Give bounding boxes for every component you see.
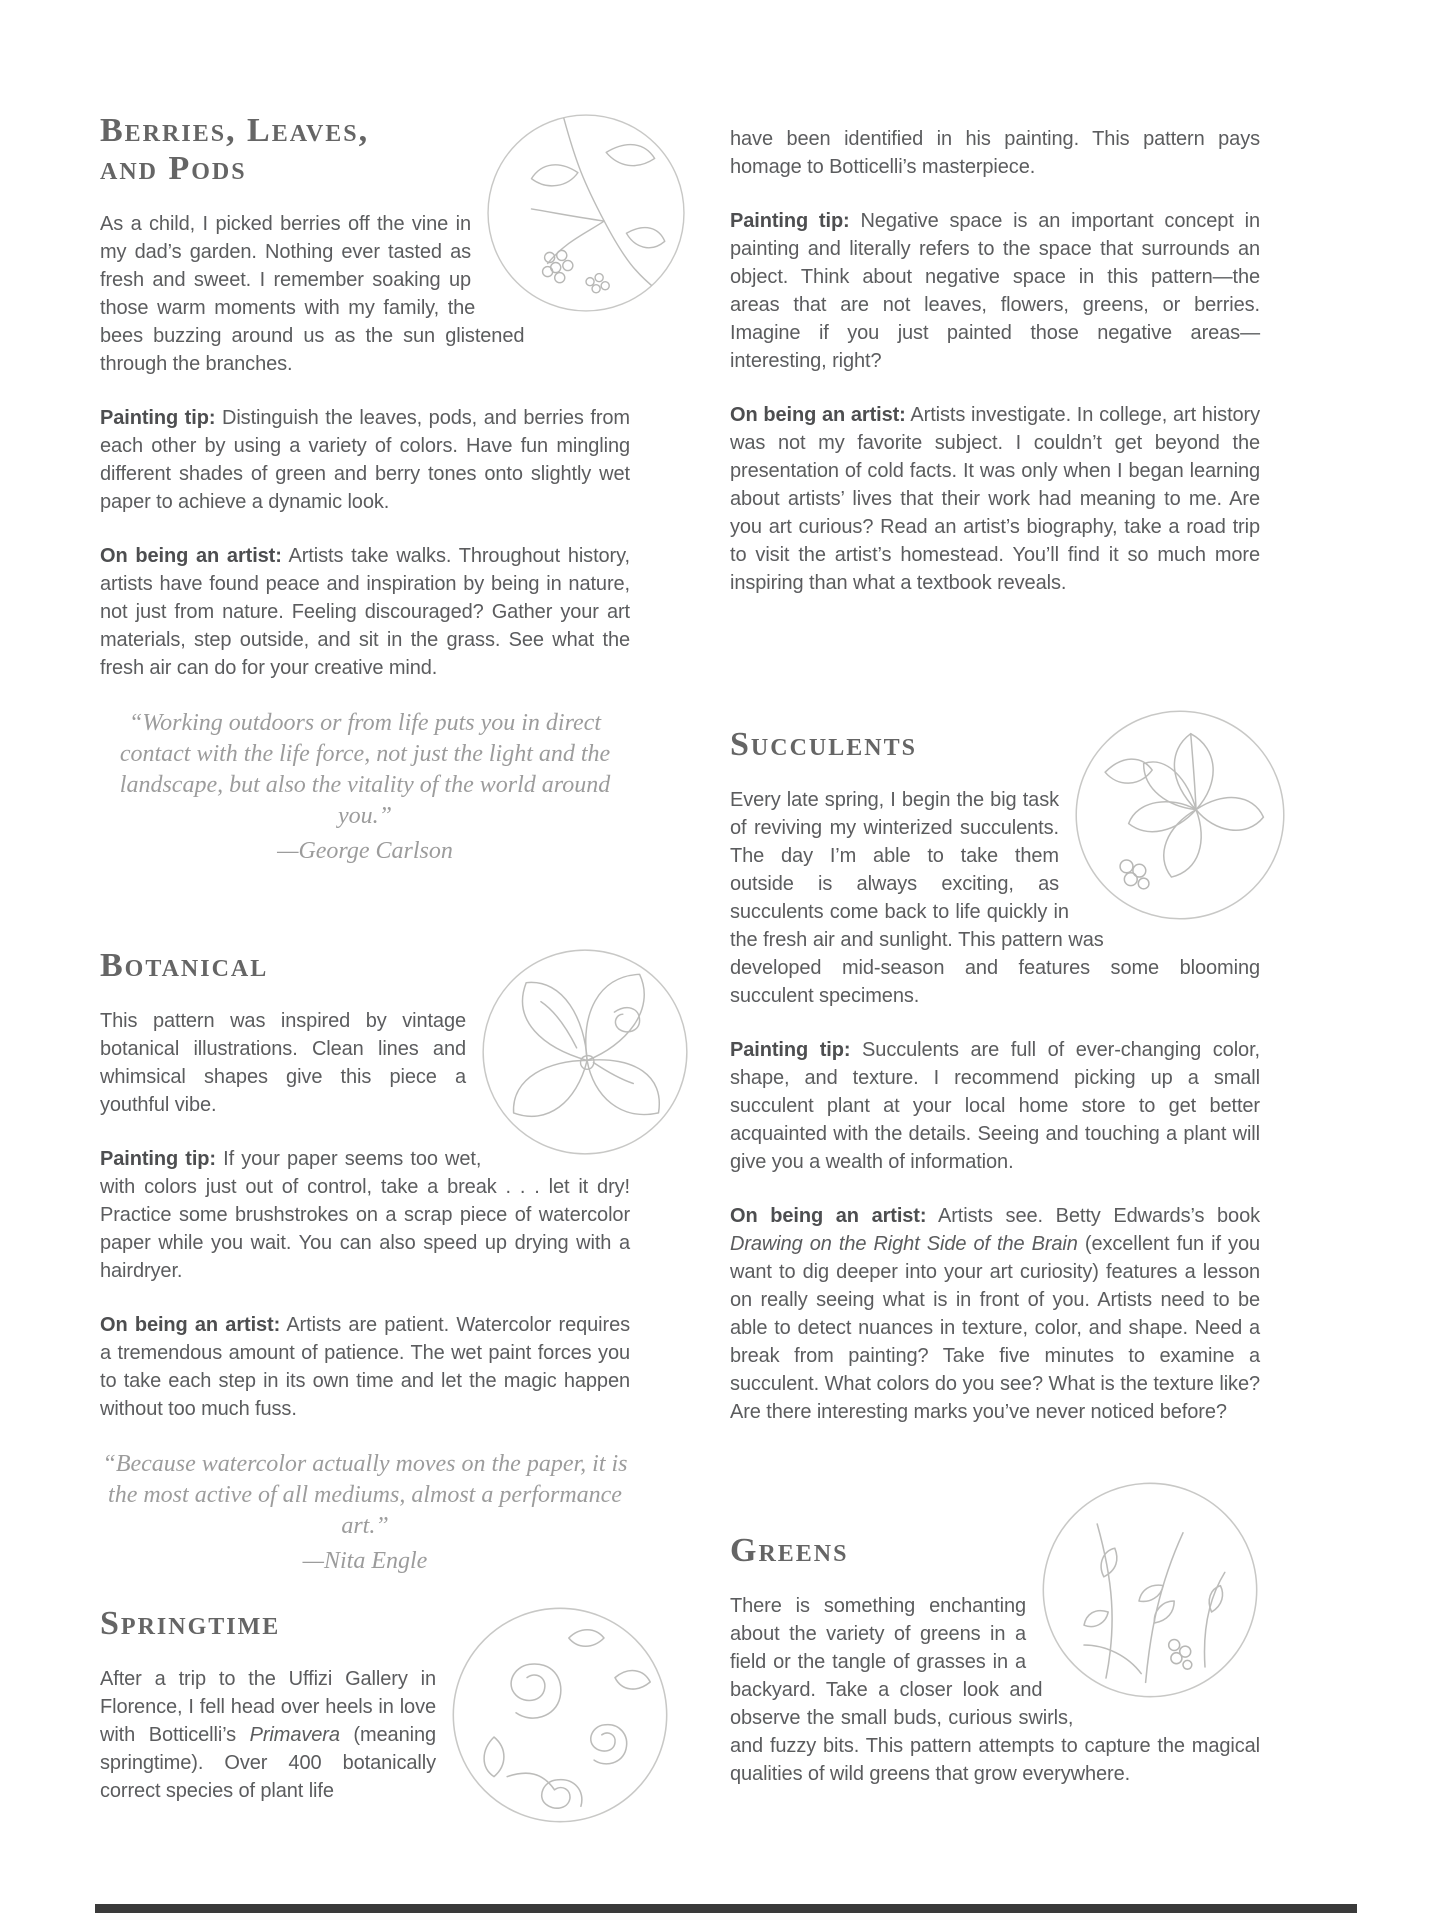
painting-tip-label: Painting tip: [100, 1148, 216, 1170]
springtime-roses-illustration-image [450, 1605, 670, 1825]
paragraph-on-being-artist [730, 1202, 1260, 1426]
quote-block [100, 1449, 630, 1577]
painting-tip-text: Distinguish the leaves, pods, and berries from each other by using a variety of colors. Have fun mingling different shades of green and berry tones onto slightly wet paper to achieve a dynamic look. [100, 407, 630, 513]
section-title-succulents: Succulents [730, 726, 917, 763]
quote-block [100, 708, 630, 867]
section-title-springtime: Springtime [100, 1605, 281, 1642]
quote-text: “Working outdoors or from life puts you in direct contact with the life force, not just the light and the landscape, but also the vitality of the world around you.” [119, 710, 611, 829]
paragraph-intro: Every late spring, I begin the big task of reviving my winterized succulents. The day I’m able to take them outside is always exciting, as succulents come back to life quickly in the fresh air and sunlight. This pattern was developed mid-season and features some blooming succulent specimens. [730, 789, 1260, 1007]
wild-greens-illustration-image [1040, 1480, 1260, 1700]
paragraph-continuation: have been identified in his painting. This pattern pays homage to Botticelli’s masterpiece. [730, 128, 1260, 178]
title-line-2: and Pods [100, 150, 247, 187]
painting-tip-label: Painting tip: [730, 1039, 851, 1061]
quote-attribution: —George Carlson [277, 838, 453, 864]
paragraph-on-being-artist [100, 542, 630, 682]
quote-text: “Because watercolor actually moves on the paper, it is the most active of all mediums, almost a performance art.” [102, 1451, 628, 1539]
artist-text: Artists investigate. In college, art history was not my favorite subject. I couldn’t get beyond the presentation of cold facts. It was only when I began learning about artists’ lives that their work had meaning to me. Are you art curious? Read an artist’s biography, take a road trip to visit the artist’s homestead. You’ll find it so much more inspiring than what a textbook reveals. [730, 404, 1261, 594]
section-succulents [730, 708, 1260, 1452]
artist-label: On being an artist: [100, 545, 282, 567]
artist-pre-text: Artists see. Betty Edwards’s book [926, 1205, 1261, 1227]
section-title-botanical: Botanical [100, 947, 269, 984]
paragraph-painting-tip [730, 1036, 1260, 1176]
paragraph-painting-tip [100, 404, 630, 516]
section-title-greens: Greens [730, 1532, 849, 1569]
artist-label: On being an artist: [100, 1314, 281, 1336]
paragraph-on-being-artist [730, 401, 1260, 597]
paragraph-painting-tip [100, 1145, 630, 1285]
page-bottom-edge-bar [95, 1904, 1357, 1913]
succulents-illustration-image [1073, 708, 1287, 922]
artist-post-text: (excellent fun if you want to dig deeper into your art curiosity) features a lesson on really seeing what is in front of you. Artists need to be able to detect nuances in texture, color, and shape. Need a break from painting? Take five minutes to examine a succulent. What colors do you see? What is the texture like? Are there interesting marks you’ve never noticed before? [730, 1233, 1261, 1423]
paragraph-intro: As a child, I picked berries off the vine in my dad’s garden. Nothing ever tasted as fresh and sweet. I remember soaking up those warm moments with my family, the bees buzzing around us as the sun glistened through the branches. [100, 213, 525, 375]
paragraph-painting-tip [730, 207, 1260, 375]
artist-italic-book-title: Drawing on the Right Side of the Brain [730, 1233, 1078, 1255]
section-botanical [100, 947, 630, 1577]
paragraph-intro: There is something enchanting about the variety of greens in a field or the tangle of grasses in a backyard. Take a closer look and observe the small buds, curious swirls, and fuzzy bits. This pattern attempts to capture the magical qualities of wild greens that grow everywhere. [730, 1595, 1260, 1785]
artist-text: Artists are patient. Watercolor requires a tremendous amount of patience. The wet paint forces you to take each step in its own time and let the magic happen without too much fuss. [100, 1314, 630, 1420]
painting-tip-label: Painting tip: [730, 210, 850, 232]
intro-pre-text: After a trip to the Uffizi Gallery in Florence, I fell head over heels in love with Botticelli’s [100, 1668, 436, 1746]
painting-tip-label: Painting tip: [100, 407, 216, 429]
berries-leaves-illustration-image [485, 112, 687, 314]
artist-label: On being an artist: [730, 404, 906, 426]
section-berries-leaves-pods [100, 112, 630, 867]
title-line-1: Berries, Leaves, [100, 112, 370, 149]
paragraph-on-being-artist [100, 1311, 630, 1423]
painting-tip-text: Negative space is an important concept in painting and literally refers to the space that surrounds an object. Think about negative space in this pattern—the areas that are not leaves, flowers, greens, or berries. Imagine if you just painted those negative areas—interesting, right? [730, 210, 1260, 372]
botanical-illustration-image [480, 947, 690, 1157]
artist-label: On being an artist: [730, 1205, 927, 1227]
section-greens [730, 1480, 1260, 1814]
artist-text: Artists take walks. Throughout history, artists have found peace and inspiration by being in nature, not just from nature. Feeling discouraged? Gather your art materials, step outside, and sit in the grass. See what the fresh air can do for your creative mind. [100, 545, 630, 679]
intro-post-text: (meaning springtime). Over 400 botanically correct species of plant life [100, 1724, 436, 1802]
painting-tip-text: Succulents are full of ever-changing color, shape, and texture. I recommend picking up a small succulent plant at your local home store to get better acquainted with the details. Seeing and touching a plant will give you a wealth of information. [730, 1039, 1260, 1173]
quote-attribution: —Nita Engle [302, 1548, 428, 1574]
painting-tip-text: If your paper seems too wet, with colors just out of control, take a break . . . let it dry! Practice some brushstrokes on a scrap piece of watercolor paper while you wait. You can also speed up drying with a hairdryer. [100, 1148, 630, 1282]
section-springtime [100, 1605, 630, 1837]
section-springtime-continued [730, 125, 1260, 623]
paragraph-intro: This pattern was inspired by vintage botanical illustrations. Clean lines and whimsical shapes give this piece a youthful vibe. [100, 1010, 466, 1116]
intro-italic-title: Primavera [249, 1724, 340, 1746]
